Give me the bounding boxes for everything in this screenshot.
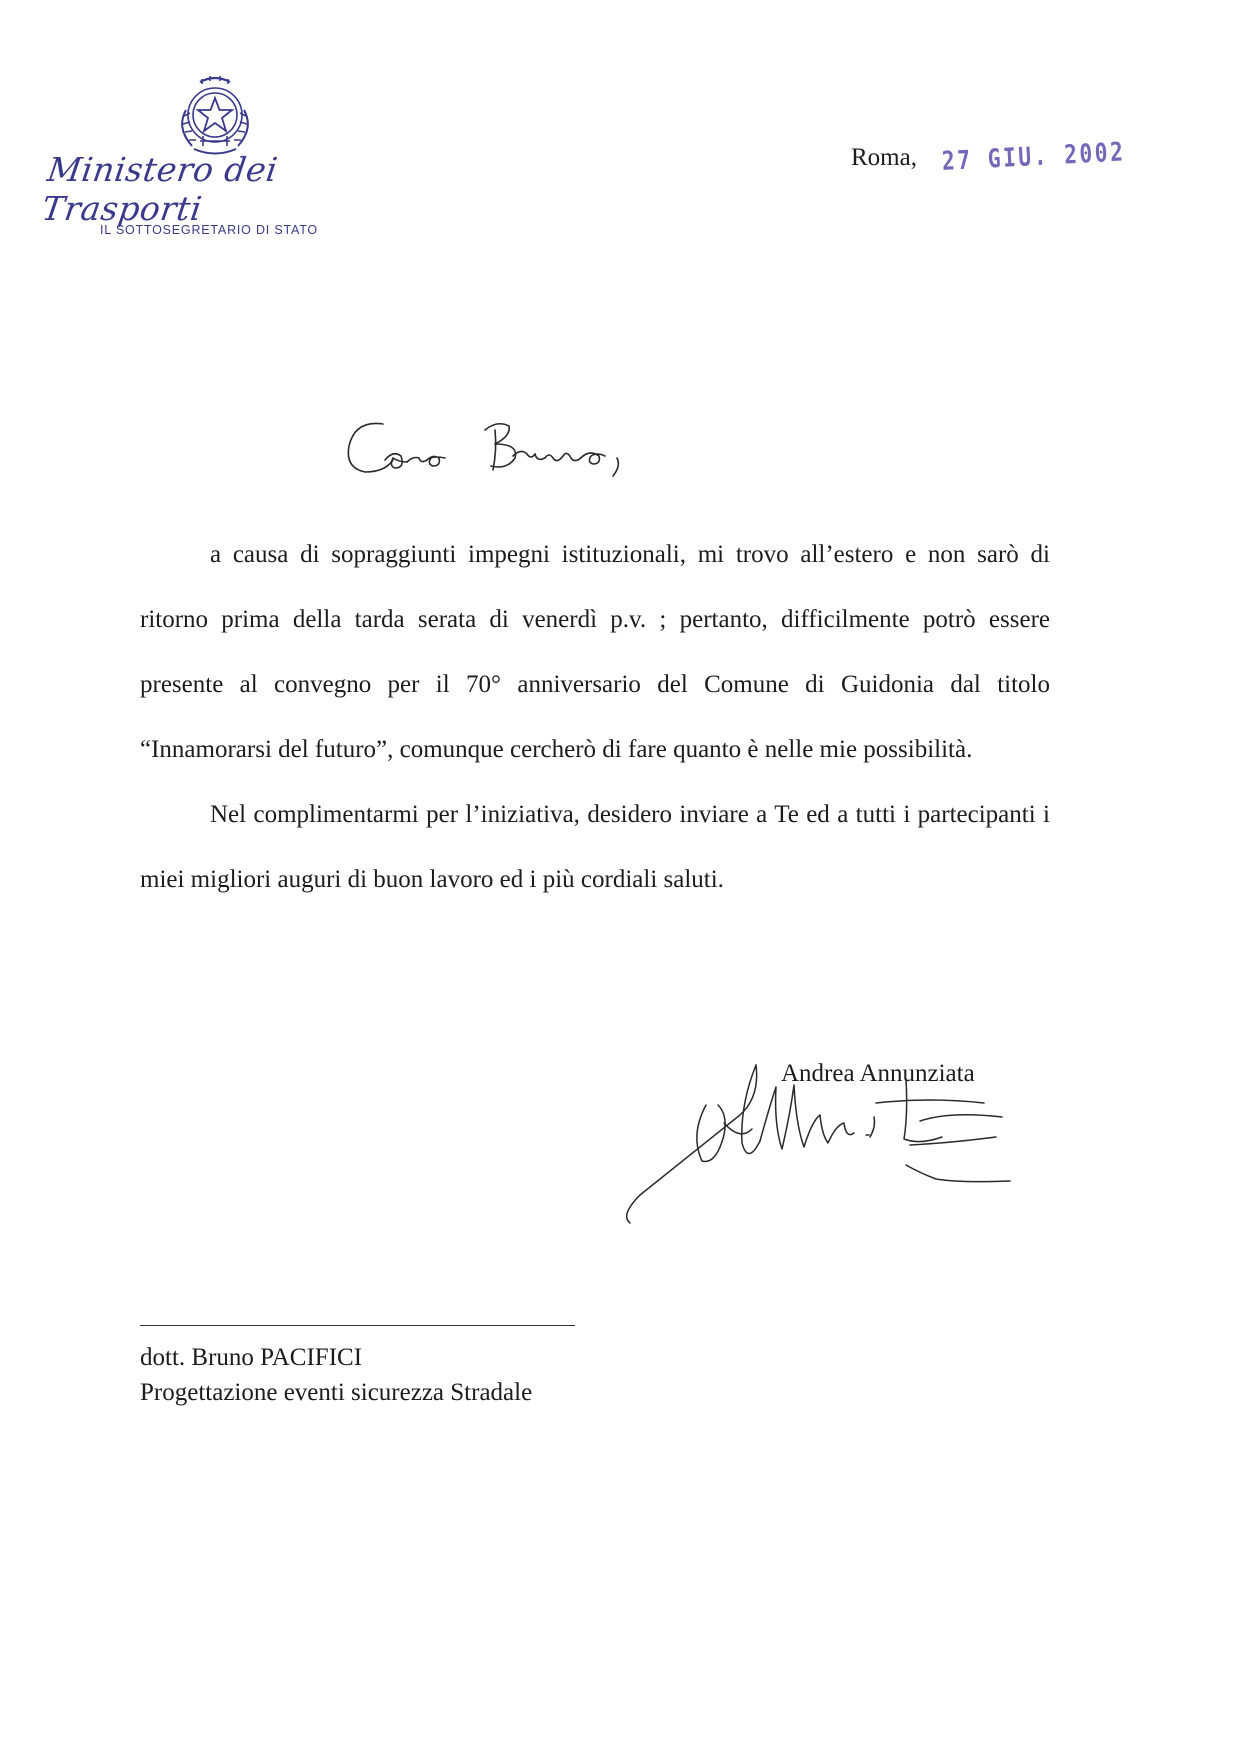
- letter-body: [140, 522, 1050, 912]
- recipient-block: [140, 1340, 532, 1410]
- signer-name: Andrea Annunziata: [781, 1060, 975, 1087]
- handwritten-signature: [620, 1045, 1060, 1235]
- recipient-role: Progettazione eventi sicurezza Stradale: [140, 1379, 533, 1406]
- body-paragraph: a causa di sopraggiunti impegni istituzionali, mi trovo all’estero e non sarò di ritorno prima della tarda serata di venerdì p.v. ; pertanto, difficilmente potrò essere presente al convegno per il 70° anniversario del Comune di Guidonia dal titolo “Innamorarsi del futuro”, comunque cercherò di fare quanto è nelle mie possibilità.: [140, 541, 1050, 763]
- recipient-name: dott. Bruno PACIFICI: [140, 1344, 363, 1371]
- dateline-place: Roma,: [851, 144, 917, 171]
- ministry-office: IL SOTTOSEGRETARIO DI STATO: [100, 223, 318, 237]
- ministry-name: Ministero dei Trasporti: [39, 150, 281, 228]
- date-stamp: 27 GIU. 2002: [941, 137, 1127, 177]
- recipient-divider: [140, 1325, 575, 1326]
- body-paragraph: Nel complimentarmi per l’iniziativa, desidero inviare a Te ed a tutti i partecipanti i miei migliori auguri di buon lavoro ed i più cordiali saluti.: [140, 801, 1050, 893]
- italian-republic-emblem-icon: [170, 70, 260, 160]
- handwritten-greeting: [335, 410, 695, 510]
